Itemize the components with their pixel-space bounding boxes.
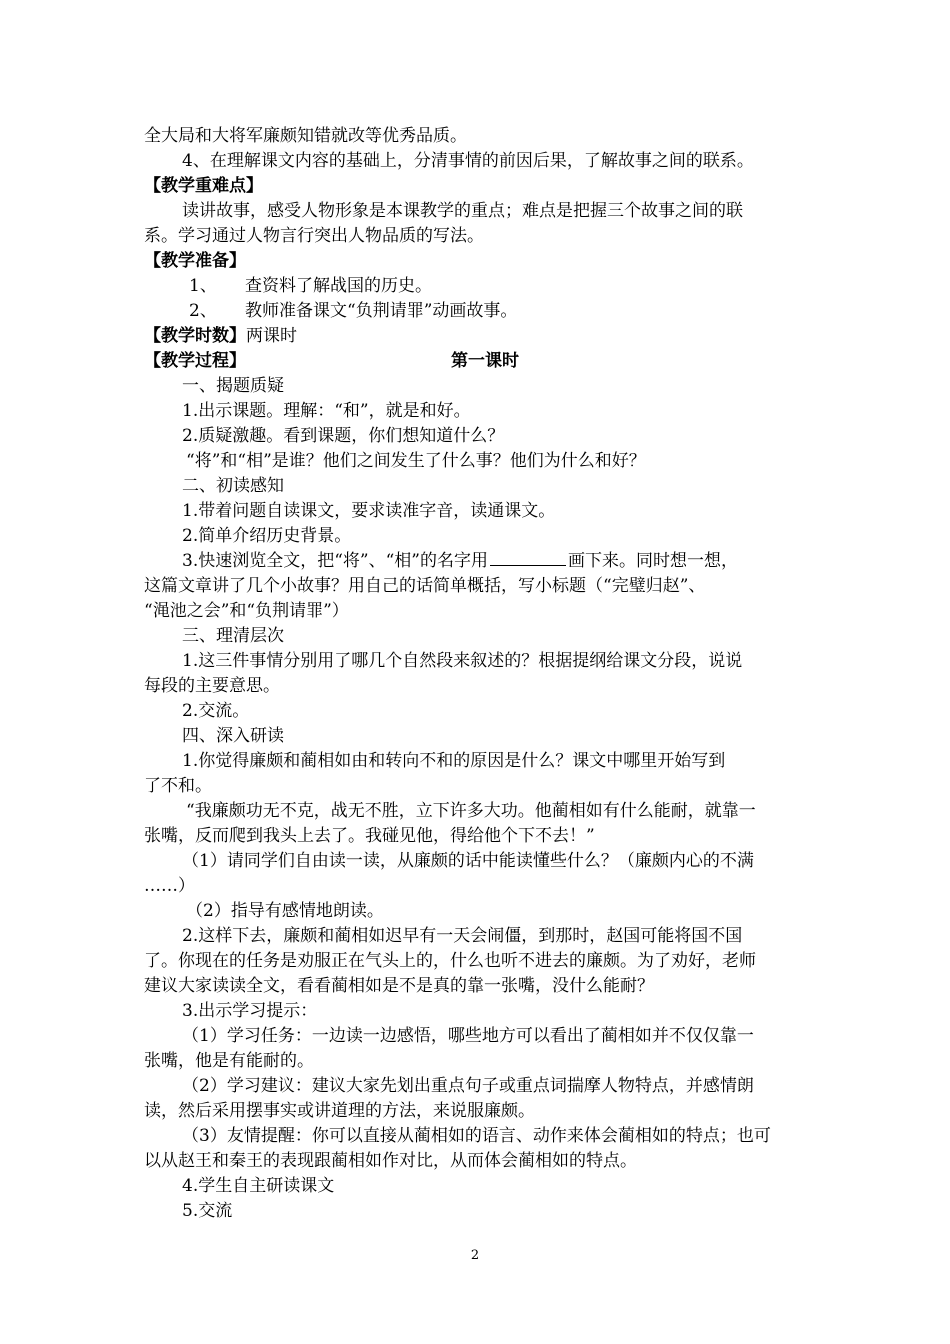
text-line: 读讲故事，感受人物形象是本课教学的重点；难点是把握三个故事之间的联: [182, 201, 743, 221]
list-item: 查资料了解战国的历史。: [245, 276, 432, 296]
text-line: （1）学习任务：一边读一边感悟，哪些地方可以看出了蔺相如并不仅仅靠一: [182, 1026, 754, 1046]
fill-in-blank: [490, 550, 566, 566]
text-line: 读，然后采用摆事实或讲道理的方法，来说服廉颇。: [144, 1101, 535, 1121]
text-line: 1.出示课题。理解：“和”，就是和好。: [182, 401, 471, 421]
text-line: 2.这样下去，廉颇和蔺相如迟早有一天会闹僵，到那时，赵国可能将国不国: [182, 926, 743, 946]
text-line: 1.这三件事情分别用了哪几个自然段来叙述的？根据提纲给课文分段，说说: [182, 651, 743, 671]
text-line: 了。你现在的任务是劝服正在气头上的，什么也听不进去的廉颇。为了劝好，老师: [144, 951, 756, 971]
text-line: ……）: [144, 876, 195, 896]
text-line: 这篇文章讲了几个小故事？用自己的话简单概括，写小标题（“完璧归赵”、: [144, 576, 706, 596]
section-heading: 【教学重难点】: [144, 176, 263, 196]
text-line: “将”和“相”是谁？他们之间发生了什么事？他们为什么和好？: [186, 451, 646, 471]
list-item: 教师准备课文“负荆请罪”动画故事。: [245, 301, 518, 321]
quote-line: 张嘴，反而爬到我头上去了。我碰见他，得给他个下不去！”: [144, 826, 595, 846]
section-heading: 【教学准备】: [144, 251, 246, 271]
list-number: 1、: [189, 276, 217, 296]
text-line: 2.质疑激趣。看到课题，你们想知道什么？: [182, 426, 505, 446]
text-line: （2）指导有感情地朗读。: [186, 901, 384, 921]
section-heading: 【教学时数】: [144, 326, 246, 346]
section-heading: 【教学过程】: [144, 351, 246, 371]
text-line: 了不和。: [144, 776, 212, 796]
text-line: 系。学习通过人物言行突出人物品质的写法。: [144, 226, 484, 246]
text-line: 以从赵王和秦王的表现跟蔺相如作对比，从而体会蔺相如的特点。: [144, 1151, 637, 1171]
lesson-count-value: 两课时: [246, 326, 297, 346]
text-line: 建议大家读读全文，看看蔺相如是不是真的靠一张嘴，没什么能耐？: [144, 976, 654, 996]
text-segment: 3.快速浏览全文，把“将”、“相”的名字用: [182, 551, 488, 571]
text-line: （1）请同学们自由读一读，从廉颇的话中能读懂些什么？（廉颇内心的不满: [182, 851, 754, 871]
text-line: “渑池之会”和“负荆请罪”）: [144, 601, 349, 621]
lesson-count-line: [144, 324, 297, 348]
page-number: 2: [470, 1248, 480, 1263]
list-number: 2、: [189, 301, 217, 321]
text-line: 每段的主要意思。: [144, 676, 280, 696]
subsection-heading: 四、深入研读: [182, 726, 284, 746]
subsection-heading: 三、理清层次: [182, 626, 284, 646]
text-line: 5.交流: [182, 1201, 233, 1221]
text-line-with-blank: [182, 549, 738, 573]
text-line: 1.你觉得廉颇和蔺相如由和转向不和的原因是什么？课文中哪里开始写到: [182, 751, 726, 771]
text-segment: 画下来。同时想一想，: [567, 551, 738, 571]
text-line: 张嘴，他是有能耐的。: [144, 1051, 314, 1071]
quote-line: “我廉颇功无不克，战无不胜，立下许多大功。他蔺相如有什么能耐，就靠一: [186, 801, 756, 821]
text-line: 1.带着问题自读课文，要求读准字音，读通课文。: [182, 501, 556, 521]
text-line: （2）学习建议：建议大家先划出重点句子或重点词揣摩人物特点，并感情朗: [182, 1076, 754, 1096]
text-line: 2.交流。: [182, 701, 250, 721]
text-line: 2.简单介绍历史背景。: [182, 526, 352, 546]
subsection-heading: 二、初读感知: [182, 476, 284, 496]
text-line: （3）友情提醒：你可以直接从蔺相如的语言、动作来体会蔺相如的特点；也可: [182, 1126, 771, 1146]
subsection-heading: 一、揭题质疑: [182, 376, 284, 396]
text-line: 4、在理解课文内容的基础上，分清事情的前因后果，了解故事之间的联系。: [182, 151, 754, 171]
lesson-title: 第一课时: [451, 351, 519, 371]
text-line: 4.学生自主研读课文: [182, 1176, 335, 1196]
text-line: 全大局和大将军廉颇知错就改等优秀品质。: [144, 126, 467, 146]
text-line: 3.出示学习提示：: [182, 1001, 318, 1021]
